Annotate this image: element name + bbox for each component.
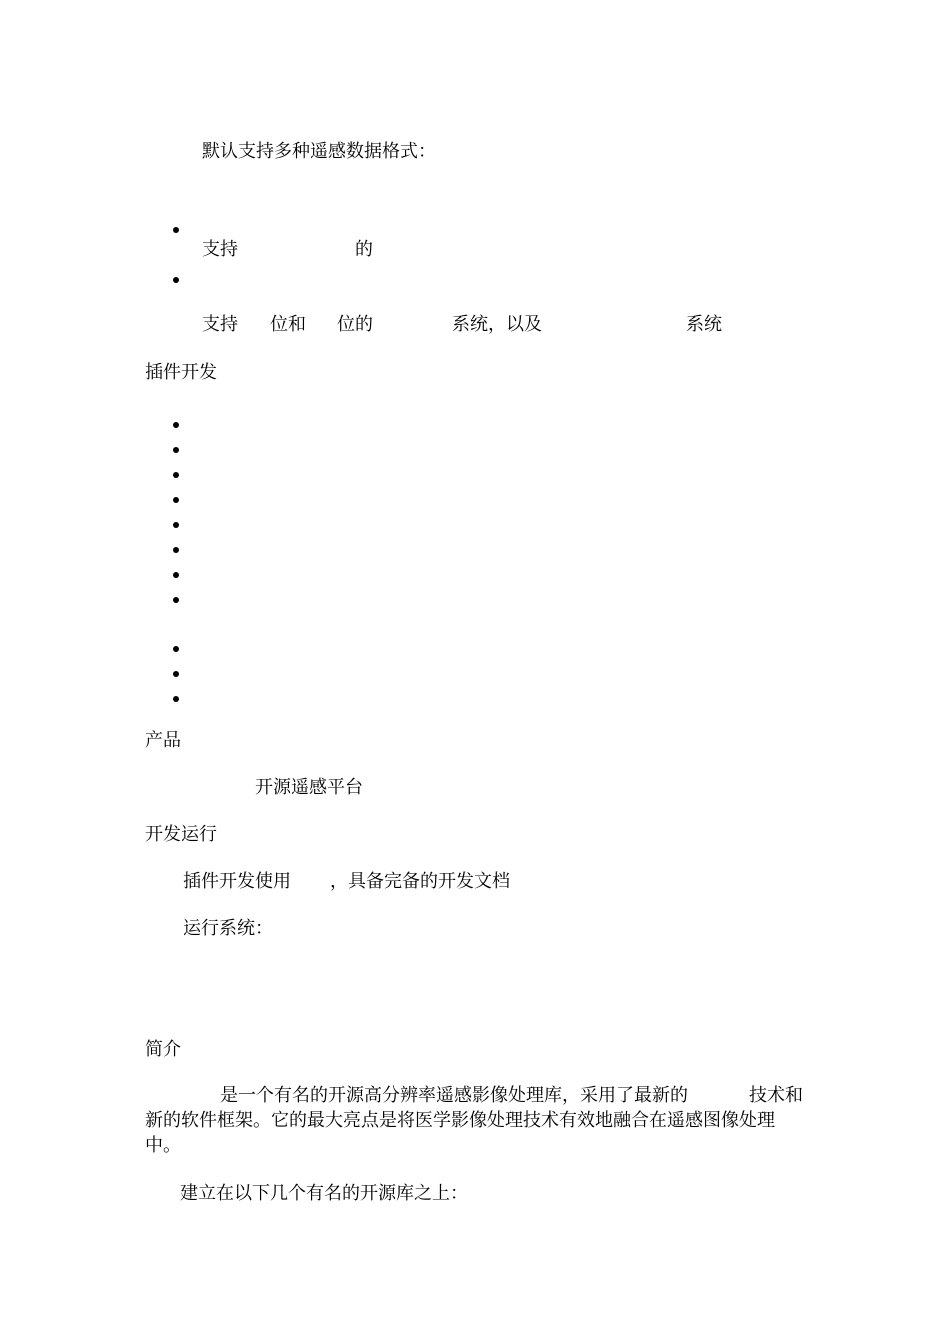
intro-heading: 简介	[145, 1039, 181, 1060]
bullet	[173, 227, 179, 233]
plugin-heading: 插件开发	[145, 362, 217, 383]
support-format-part2: 的	[355, 239, 373, 260]
bullet	[173, 696, 179, 702]
bullet	[173, 671, 179, 677]
bullet	[173, 472, 179, 478]
os-support-part1: 支持	[202, 314, 238, 335]
intro-line3: 中。	[145, 1135, 181, 1156]
bullet	[173, 547, 179, 553]
bullet	[173, 447, 179, 453]
product-name: 开源遥感平台	[255, 777, 363, 798]
devrun-heading: 开发运行	[145, 824, 217, 845]
product-heading: 产品	[145, 730, 181, 751]
run-system: 运行系统：	[183, 918, 273, 939]
os-support-part5: 系统	[686, 314, 722, 335]
formats-intro: 默认支持多种遥感数据格式：	[202, 141, 436, 162]
os-support-part3: 位的	[337, 314, 373, 335]
bullet	[173, 422, 179, 428]
support-format-part1: 支持	[202, 239, 238, 260]
intro-line1-a: 是一个有名的开源高分辨率遥感影像处理库，采用了最新的	[220, 1085, 688, 1106]
plugin-dev-part2: ，具备完备的开发文档	[330, 871, 510, 892]
bullet	[173, 646, 179, 652]
plugin-dev-part1: 插件开发使用	[183, 871, 291, 892]
bullet	[173, 572, 179, 578]
intro-line1-b: 技术和	[749, 1085, 803, 1106]
os-support-part4: 系统，以及	[452, 314, 542, 335]
bullet	[173, 277, 179, 283]
bullet	[173, 522, 179, 528]
intro-line2: 新的软件框架。它的最大亮点是将医学影像处理技术有效地融合在遥感图像处理	[145, 1110, 775, 1131]
bullet	[173, 497, 179, 503]
bullet	[173, 597, 179, 603]
built-on: 建立在以下几个有名的开源库之上：	[180, 1183, 468, 1204]
os-support-part2: 位和	[270, 314, 306, 335]
